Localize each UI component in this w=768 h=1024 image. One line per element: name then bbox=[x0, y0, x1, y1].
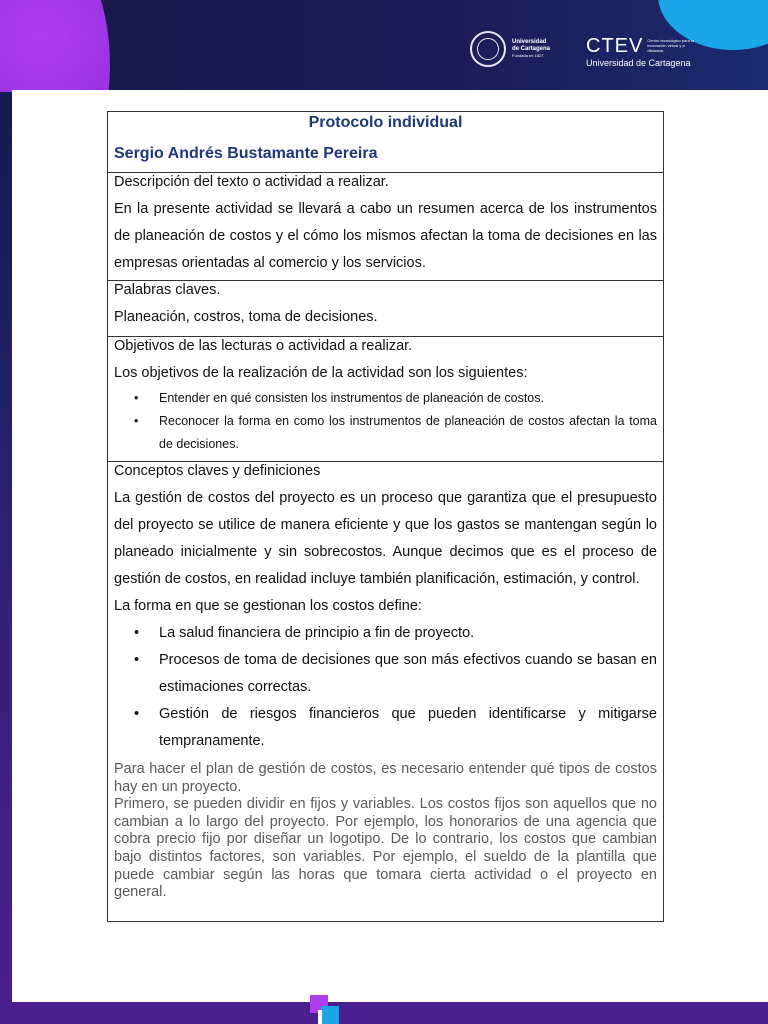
university-logo bbox=[470, 31, 550, 67]
ctev-logo-tagline: Centro tecnológico para la innovación virtual y a distancia bbox=[647, 38, 695, 53]
white-bar-decoration bbox=[318, 1010, 322, 1024]
list-item: • La salud financiera de principio a fin de proyecto. bbox=[114, 620, 657, 647]
title-cell bbox=[108, 112, 663, 173]
university-seal-icon bbox=[470, 31, 506, 67]
description-cell bbox=[108, 174, 663, 281]
protocol-table bbox=[107, 111, 664, 922]
document-page bbox=[12, 90, 768, 1002]
blue-square-decoration bbox=[321, 1006, 339, 1024]
keywords-body: Planeación, costros, toma de decisiones. bbox=[114, 309, 378, 325]
header-band bbox=[0, 0, 768, 92]
objectives-intro: Los objetivos de la realización de la actividad son los siguientes: bbox=[114, 365, 528, 381]
concepts-heading: Conceptos claves y definiciones bbox=[114, 463, 321, 479]
ctev-logo-word: CTEV bbox=[586, 35, 644, 57]
author-name: Sergio Andrés Bustamante Pereira bbox=[114, 145, 378, 162]
purple-decoration bbox=[0, 0, 110, 92]
university-logo-line2: de Cartagena bbox=[512, 46, 551, 52]
protocol-title: Protocolo individual bbox=[308, 114, 463, 131]
concepts-list bbox=[114, 620, 657, 755]
university-logo-line3: Fundada en 1827 bbox=[512, 53, 544, 58]
objectives-list bbox=[114, 387, 657, 456]
concepts-gray-paragraph-2: Primero, se pueden dividir en fijos y variables. Los costos fijos son aquellos que no cambian a lo largo del proyecto. Por ejemplo, los honorarios de una agencia que cobra precio fijo por diseñar un logotipo. De lo contrario, los costos que cambian bajo distintos factores, son variables. Por ejemplo, el sueldo de la plantilla que puede cambiar según las horas que tomara cierta actividad o el proyecto en general. bbox=[114, 796, 657, 901]
list-item: • Entender en qué consisten los instrumentos de planeación de costos. bbox=[114, 387, 657, 410]
university-logo-line1: Universidad bbox=[512, 39, 547, 45]
concepts-paragraph-2: La forma en que se gestionan los costos define: bbox=[114, 598, 422, 614]
list-item: • Gestión de riesgos financieros que pueden identificarse y mitigarse tempranamente. bbox=[114, 701, 657, 755]
ctev-logo bbox=[586, 36, 697, 68]
concepts-cell bbox=[108, 463, 663, 926]
concepts-paragraph-1: La gestión de costos del proyecto es un proceso que garantiza que el presupuesto del proyecto se utilice de manera eficiente y que los gastos se mantengan según lo planeado inicialmente y sin sobrecostos. Aunque decimos que es el proceso de gestión de costos, en realidad incluye también planificación, estimación, y control. bbox=[114, 490, 657, 587]
concepts-gray-paragraph-1: Para hacer el plan de gestión de costos, es necesario entender qué tipos de costos hay en un proyecto. bbox=[114, 761, 657, 795]
keywords-cell bbox=[108, 282, 663, 337]
description-heading: Descripción del texto o actividad a realizar. bbox=[114, 174, 389, 190]
keywords-heading: Palabras claves. bbox=[114, 282, 221, 298]
list-item: • Reconocer la forma en como los instrumentos de planeación de costos afectan la toma de decisiones. bbox=[114, 410, 657, 456]
list-item: • Procesos de toma de decisiones que son más efectivos cuando se basan en estimaciones correctas. bbox=[114, 647, 657, 701]
objectives-heading: Objetivos de las lecturas o actividad a realizar. bbox=[114, 338, 413, 354]
description-body: En la presente actividad se llevará a cabo un resumen acerca de los instrumentos de planeación de costos y el cómo los mismos afectan la toma de decisiones en las empresas orientadas al comercio y los servicios. bbox=[114, 201, 657, 271]
ctev-logo-university: Universidad de Cartagena bbox=[586, 58, 691, 68]
objectives-cell bbox=[108, 338, 663, 462]
